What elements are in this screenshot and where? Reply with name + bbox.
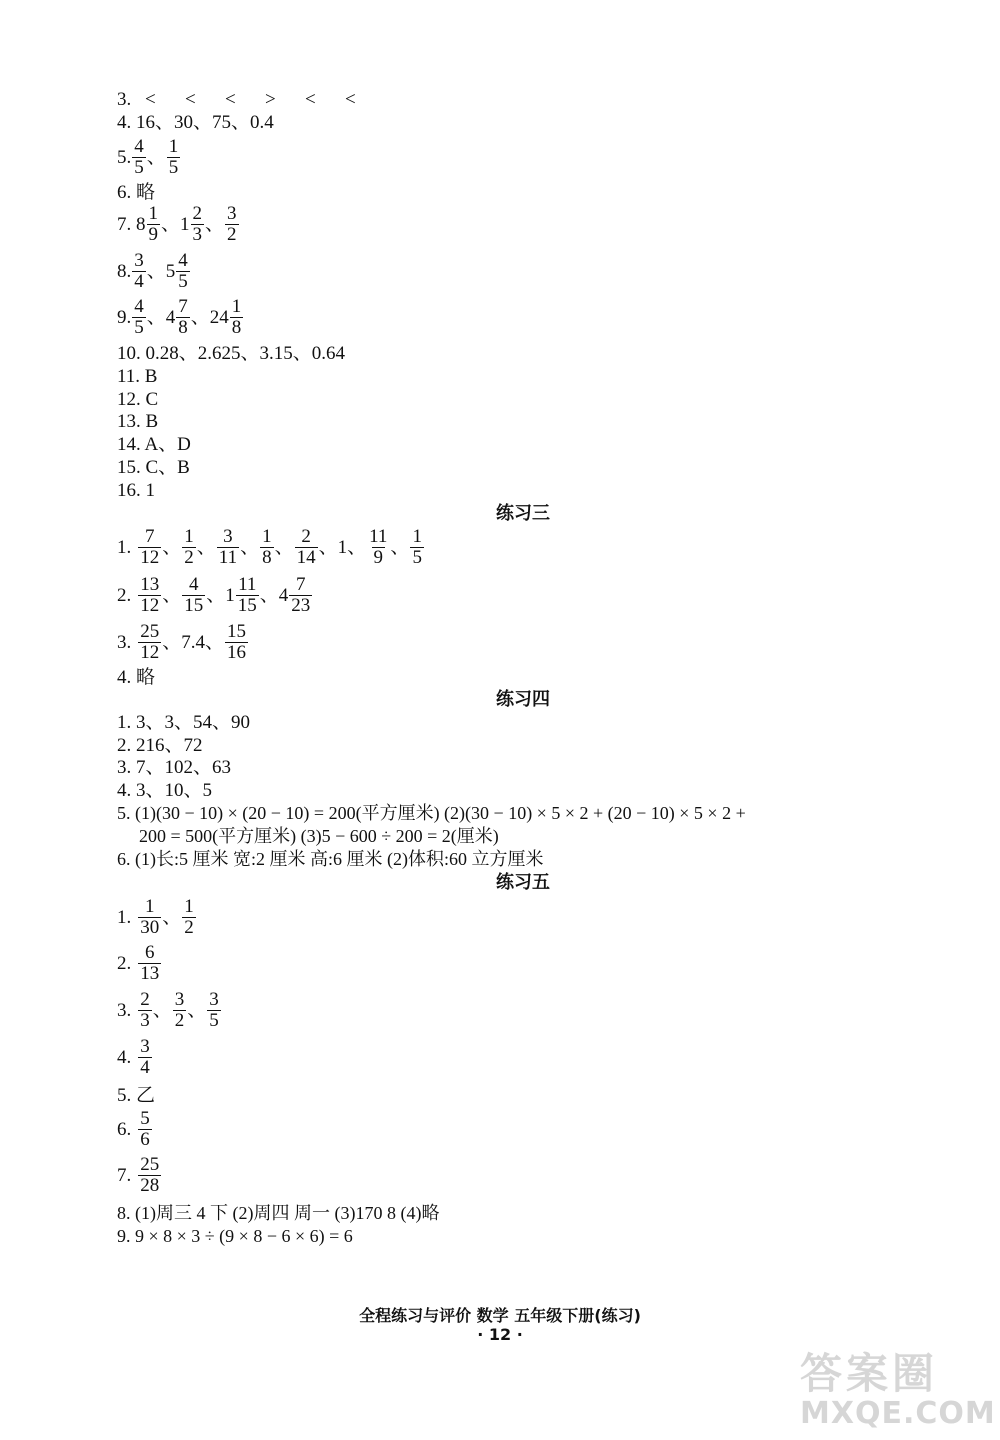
separator: 、 xyxy=(274,536,294,558)
item-label: 7. 8 xyxy=(117,213,146,235)
denominator: 11 xyxy=(218,547,238,568)
footer-title: 全程练习与评价 数学 五年级下册(练习) xyxy=(359,1306,641,1325)
numerator: 4 xyxy=(189,574,199,595)
fraction xyxy=(176,297,190,338)
denominator: 12 xyxy=(140,595,160,616)
separator: 、 xyxy=(162,906,182,928)
watermark xyxy=(800,1349,996,1435)
item-label: 1. xyxy=(117,906,132,928)
denominator: 3 xyxy=(192,224,203,245)
denominator: 12 xyxy=(140,547,160,568)
fraction xyxy=(230,297,244,338)
numerator: 3 xyxy=(209,989,219,1010)
fraction xyxy=(225,204,239,245)
fraction xyxy=(132,297,146,338)
numerator: 7 xyxy=(178,296,188,317)
fraction xyxy=(167,137,181,178)
section-title-text: 练习四 xyxy=(496,689,550,710)
numerator: 3 xyxy=(134,250,144,271)
denominator: 12 xyxy=(140,642,160,663)
denominator: 13 xyxy=(140,963,160,984)
compare-symbol: < xyxy=(305,89,316,110)
fraction xyxy=(138,527,161,568)
compare-symbol: < xyxy=(345,89,356,110)
fraction xyxy=(182,897,196,938)
fraction xyxy=(138,943,161,984)
fraction xyxy=(138,897,161,938)
fraction xyxy=(132,137,146,178)
denominator: 14 xyxy=(296,547,316,568)
item-label: 4. xyxy=(117,1046,132,1068)
ex4-answer-6: 6. (1)长:5 厘米 宽:2 厘米 高:6 厘米 (2)体积:60 立方厘米 xyxy=(117,849,544,869)
fraction xyxy=(147,204,161,245)
separator: 、 xyxy=(187,999,207,1021)
denominator: 4 xyxy=(140,1057,150,1078)
numerator: 3 xyxy=(140,1036,150,1057)
fraction xyxy=(289,575,312,616)
answer-3 xyxy=(117,89,385,111)
answer-6: 6. 略 xyxy=(117,182,156,203)
section-title-text: 练习五 xyxy=(496,872,550,893)
section-title xyxy=(0,503,1000,525)
numerator: 1 xyxy=(262,526,272,547)
mixed-number-part: 、1 xyxy=(206,584,235,606)
item-label: 5. xyxy=(117,146,132,168)
fraction xyxy=(191,204,205,245)
mixed-number-part: 、1 xyxy=(161,213,190,235)
item-label: 3. xyxy=(117,999,132,1021)
mixed-number-part: 、1、 xyxy=(318,536,367,558)
numerator: 4 xyxy=(134,136,144,157)
ex5-answer-3 xyxy=(117,990,222,1031)
separator: 、 xyxy=(205,213,225,235)
ex5-answer-4 xyxy=(117,1037,153,1078)
separator: 、 xyxy=(196,536,216,558)
compare-symbol: > xyxy=(265,89,276,110)
fraction xyxy=(182,527,196,568)
numerator: 1 xyxy=(145,896,155,917)
compare-symbol: < xyxy=(225,89,236,110)
numerator: 11 xyxy=(238,574,257,595)
denominator: 8 xyxy=(262,547,272,568)
numerator: 1 xyxy=(168,136,179,157)
denominator: 9 xyxy=(148,224,158,245)
denominator: 4 xyxy=(134,271,144,292)
separator: 、 xyxy=(152,999,172,1021)
denominator: 2 xyxy=(184,917,194,938)
mixed-number-part: 、4 xyxy=(146,306,176,328)
watermark-bottom: MXQE.COM xyxy=(800,1396,996,1431)
separator: 、 xyxy=(162,536,182,558)
ex5-answer-1 xyxy=(117,897,197,938)
denominator: 5 xyxy=(178,271,188,292)
separator: 、 xyxy=(146,146,166,168)
numerator: 11 xyxy=(369,526,388,547)
ex3-answer-2 xyxy=(117,575,313,616)
numerator: 25 xyxy=(140,621,160,642)
denominator: 23 xyxy=(291,595,311,616)
item-label: 2. xyxy=(117,584,132,606)
numerator: 1 xyxy=(412,526,422,547)
fraction xyxy=(410,527,424,568)
fraction xyxy=(207,990,221,1031)
denominator: 9 xyxy=(373,547,384,568)
fraction xyxy=(225,622,248,663)
section-title xyxy=(0,689,1000,711)
numerator: 1 xyxy=(184,526,194,547)
item-label: 1. xyxy=(117,536,132,558)
denominator: 5 xyxy=(412,547,422,568)
answer-13: 13. B xyxy=(117,411,159,432)
numerator: 1 xyxy=(231,296,242,317)
fraction xyxy=(173,990,187,1031)
item-label: 8. xyxy=(117,260,132,282)
numerator: 25 xyxy=(140,1154,160,1175)
ex5-answer-8: 8. (1)周三 4 下 (2)周四 周一 (3)170 8 (4)略 xyxy=(117,1203,440,1223)
ex4-answer-5-cont: 200 = 500(平方厘米) (3)5 − 600 ÷ 200 = 2(厘米) xyxy=(139,826,499,846)
compare-symbol: < xyxy=(145,89,156,110)
separator: 、 xyxy=(390,536,410,558)
page-number: · 12 · xyxy=(477,1325,523,1344)
denominator: 2 xyxy=(184,547,194,568)
denominator: 30 xyxy=(140,917,160,938)
denominator: 15 xyxy=(184,595,204,616)
ex3-answer-1 xyxy=(117,527,425,568)
ex5-answer-5: 5. 乙 xyxy=(117,1085,156,1106)
item-label: 6. xyxy=(117,1118,132,1140)
fraction xyxy=(260,527,274,568)
denominator: 5 xyxy=(168,157,179,178)
denominator: 2 xyxy=(174,1010,185,1031)
numerator: 3 xyxy=(223,526,233,547)
ex5-answer-9: 9. 9 × 8 × 3 ÷ (9 × 8 − 6 × 6) = 6 xyxy=(117,1226,353,1246)
answer-15: 15. C、B xyxy=(117,457,190,478)
answer-12: 12. C xyxy=(117,389,159,410)
ex3-answer-4: 4. 略 xyxy=(117,667,156,688)
numerator: 3 xyxy=(227,203,237,224)
answer-8 xyxy=(117,251,191,292)
fraction xyxy=(217,527,239,568)
denominator: 15 xyxy=(237,595,257,616)
ex4-answer-2: 2. 216、72 xyxy=(117,735,203,756)
answer-10: 10. 0.28、2.625、3.15、0.64 xyxy=(117,343,346,364)
mixed-number-part: 、24 xyxy=(190,306,229,328)
numerator: 1 xyxy=(148,203,158,224)
separator: 、 xyxy=(240,536,260,558)
fraction xyxy=(138,990,152,1031)
answer-16: 16. 1 xyxy=(117,480,155,501)
fraction xyxy=(132,251,146,292)
ex5-answer-7 xyxy=(117,1155,162,1196)
numerator: 15 xyxy=(227,621,247,642)
numerator: 4 xyxy=(178,250,188,271)
denominator: 8 xyxy=(178,317,188,338)
item-label: 9. xyxy=(117,306,132,328)
denominator: 5 xyxy=(134,157,144,178)
numerator: 5 xyxy=(140,1108,150,1129)
numerator: 2 xyxy=(192,203,203,224)
numerator: 2 xyxy=(301,526,311,547)
ex4-answer-5: 5. (1)(30 − 10) × (20 − 10) = 200(平方厘米) (2)(30 − 10) × 5 × 2 + (20 − 10) × 5 × 2 + xyxy=(117,803,746,823)
item-label: 2. xyxy=(117,952,132,974)
answer-5 xyxy=(117,137,181,178)
ex5-answer-2 xyxy=(117,943,162,984)
denominator: 2 xyxy=(227,224,237,245)
mixed-number-part: 、4 xyxy=(259,584,289,606)
fraction xyxy=(138,1037,152,1078)
mixed-number-part: 、5 xyxy=(146,260,176,282)
numerator: 7 xyxy=(296,574,306,595)
mixed-number-part: 、7.4、 xyxy=(162,631,225,653)
denominator: 16 xyxy=(227,642,247,663)
denominator: 28 xyxy=(140,1175,160,1196)
denominator: 6 xyxy=(140,1129,150,1150)
fraction xyxy=(138,575,161,616)
fraction xyxy=(367,527,389,568)
fraction xyxy=(236,575,259,616)
fraction xyxy=(138,1155,161,1196)
answer-7 xyxy=(117,204,240,245)
numerator: 1 xyxy=(184,896,194,917)
ex5-answer-6 xyxy=(117,1109,153,1150)
fraction xyxy=(138,1109,152,1150)
numerator: 2 xyxy=(140,989,150,1010)
denominator: 5 xyxy=(209,1010,219,1031)
ex4-answer-3: 3. 7、102、63 xyxy=(117,757,232,778)
answer-11: 11. B xyxy=(117,366,158,387)
ex3-answer-3 xyxy=(117,622,249,663)
fraction xyxy=(182,575,205,616)
compare-symbol: < xyxy=(185,89,196,110)
numerator: 3 xyxy=(174,989,185,1010)
numerator: 7 xyxy=(145,526,155,547)
answer-14: 14. A、D xyxy=(117,434,191,455)
fraction xyxy=(176,251,190,292)
section-title-text: 练习三 xyxy=(496,503,550,524)
item-label: 3. xyxy=(117,89,132,110)
ex4-answer-1: 1. 3、3、54、90 xyxy=(117,712,251,733)
ex4-answer-4: 4. 3、10、5 xyxy=(117,780,213,801)
separator: 、 xyxy=(162,584,182,606)
answer-4: 4. 16、30、75、0.4 xyxy=(117,112,274,133)
numerator: 4 xyxy=(134,296,144,317)
answer-9 xyxy=(117,297,244,338)
section-title xyxy=(0,872,1000,894)
fraction xyxy=(138,622,161,663)
item-label: 7. xyxy=(117,1164,132,1186)
denominator: 5 xyxy=(134,317,144,338)
watermark-top: 答案圈 xyxy=(800,1349,939,1398)
item-label: 3. xyxy=(117,631,132,653)
denominator: 8 xyxy=(231,317,242,338)
denominator: 3 xyxy=(140,1010,150,1031)
fraction xyxy=(295,527,318,568)
numerator: 13 xyxy=(140,574,160,595)
numerator: 6 xyxy=(145,942,155,963)
